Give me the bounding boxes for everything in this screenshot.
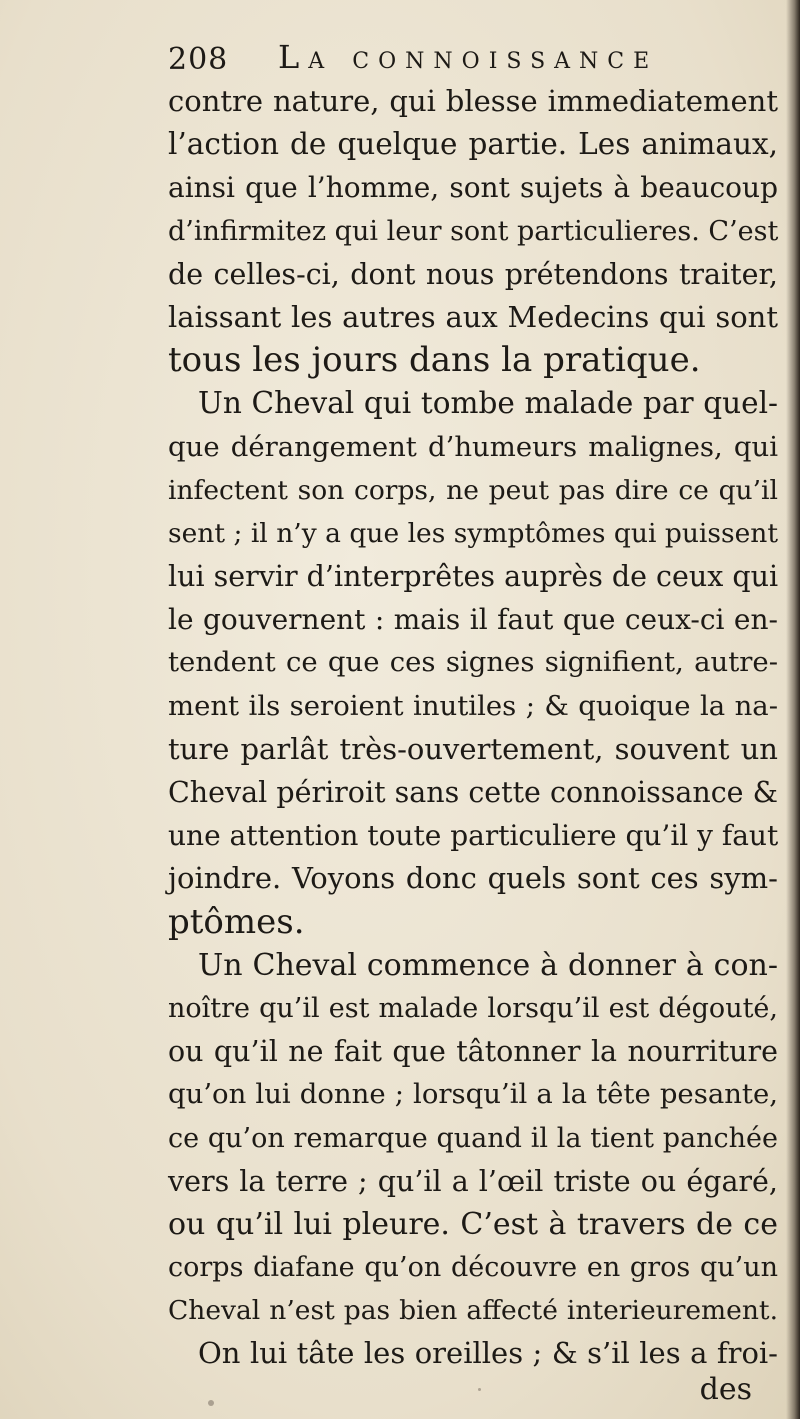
ink-speck [478, 1388, 481, 1391]
text-line: ainsi que l’homme, sont sujets à beaucoup [168, 171, 778, 205]
running-title: La connoissance [278, 38, 659, 76]
binding-shadow [786, 0, 800, 1419]
text-line: que dérangement d’humeurs malignes, qui [168, 430, 778, 463]
body-text [142, 80, 778, 1376]
text-line: Cheval périroit sans cette connoissance & [168, 776, 778, 809]
text-line: d’infirmitez qui leur sont particulieres. C’est [168, 215, 779, 247]
text-line: lui servir d’interprêtes auprès de ceux qui [168, 560, 779, 594]
text-line: corps diafane qu’on découvre en gros qu’un [168, 1252, 778, 1284]
text-line: contre nature, qui blesse immediatement [168, 84, 778, 118]
running-head [168, 38, 728, 86]
text-line: le gouvernent : mais il faut que ceux-ci en- [168, 603, 778, 637]
text-line: sent ; il n’y a que les symptômes qui puissent [168, 517, 778, 549]
text-line: de celles-ci, dont nous prétendons traiter, [168, 257, 778, 291]
text-line: tous les jours dans la pratique. [168, 340, 701, 381]
text-line: infectent son corps, ne peut pas dire ce qu’il [168, 474, 778, 506]
text-line: vers la terre ; qu’il a l’œil triste ou égaré, [168, 1164, 778, 1198]
text-line: Cheval n’est pas bien affecté interieurement. [168, 1295, 778, 1327]
text-line: joindre. Voyons donc quels sont ces sym- [168, 861, 778, 896]
text-line: ce qu’on remarque quand il la tient panchée [168, 1122, 778, 1154]
text-line: Un Cheval commence à donner à con- [198, 947, 778, 983]
text-line: ou qu’il lui pleure. C’est à travers de ce [168, 1206, 778, 1242]
catchword: des [699, 1372, 752, 1407]
text-line: tendent ce que ces signes signifient, autre- [168, 646, 778, 679]
text-line: ptômes. [168, 901, 305, 942]
text-line: On lui tâte les oreilles ; & s’il les a froi- [198, 1336, 778, 1371]
ink-speck [208, 1400, 214, 1406]
text-line: noître qu’il est malade lorsqu’il est dégouté, [168, 992, 778, 1024]
text-line: ou qu’il ne fait que tâtonner la nourriture [168, 1035, 778, 1069]
text-line: laissant les autres aux Medecins qui sont [168, 299, 778, 334]
text-line: une attention toute particuliere qu’il y faut [168, 819, 779, 853]
text-line: ment ils seroient inutiles ; & quoique la na- [168, 689, 778, 722]
page-number: 208 [168, 42, 229, 77]
text-line: qu’on lui donne ; lorsqu’il a la tête pesante, [168, 1078, 778, 1111]
text-line: Un Cheval qui tombe malade par quel- [198, 386, 778, 421]
text-line: l’action de quelque partie. Les animaux, [168, 127, 778, 162]
text-line: ture parlât très-ouvertement, souvent un [168, 731, 778, 766]
